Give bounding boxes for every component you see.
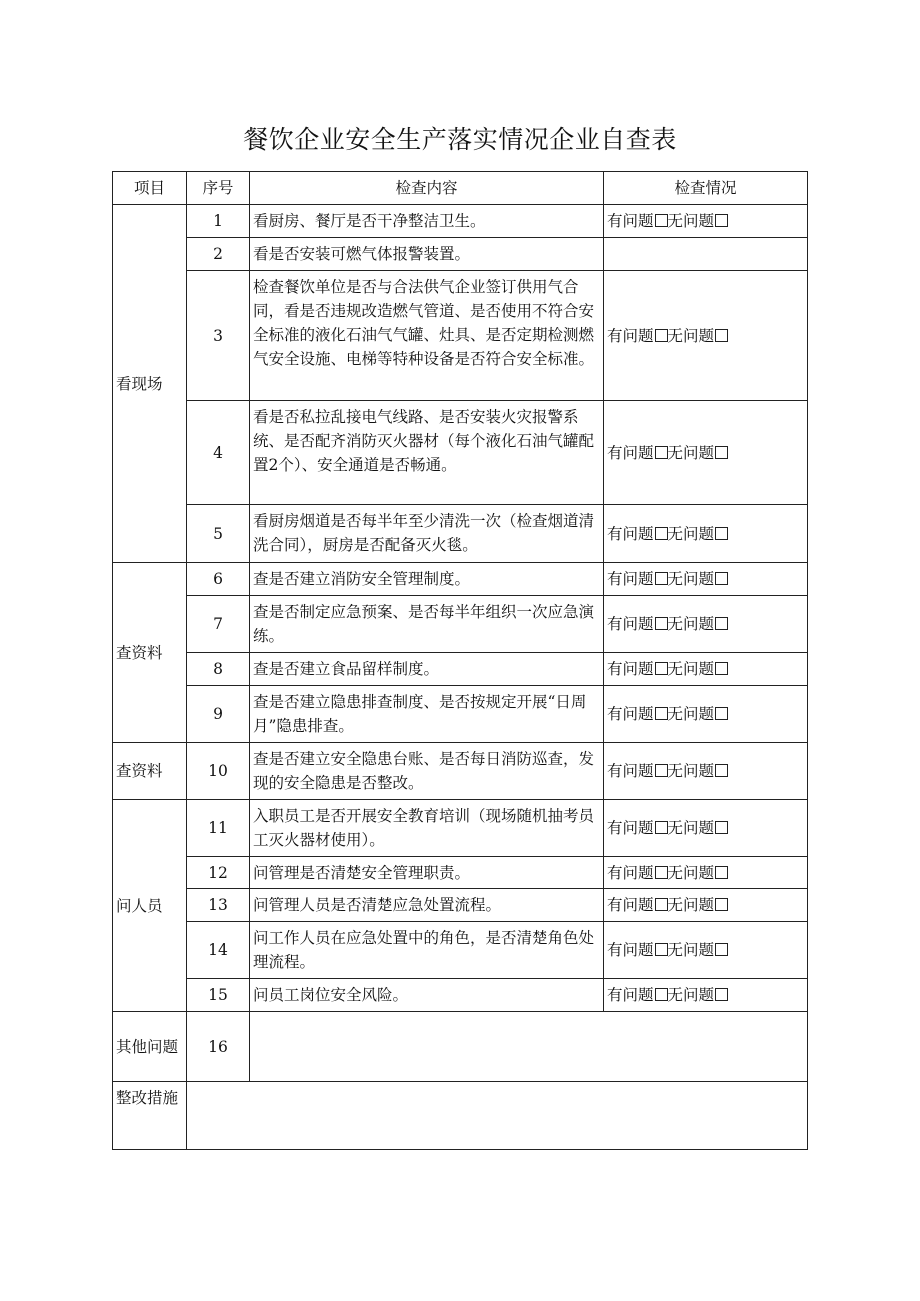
checkbox-yes[interactable] (655, 214, 668, 227)
checkbox-no[interactable] (715, 866, 728, 879)
row-content: 看厨房烟道是否每半年至少清洗一次（检查烟道清洗合同），厨房是否配备灭火毯。 (250, 505, 604, 563)
checkbox-no[interactable] (715, 446, 728, 459)
row-content: 查是否建立安全隐患台账、是否每日消防巡查，发现的安全隐患是否整改。 (250, 743, 604, 800)
row-number: 5 (187, 505, 250, 563)
option-yes[interactable]: 有问题 (607, 660, 654, 678)
row-number: 12 (187, 857, 250, 889)
status-cell[interactable] (604, 800, 808, 857)
table-row (113, 743, 808, 800)
option-no[interactable]: 无问题 (667, 762, 715, 780)
row-content: 看是否安装可燃气体报警装置。 (250, 238, 604, 271)
row-number: 8 (187, 653, 250, 686)
option-yes[interactable]: 有问题 (607, 570, 654, 588)
status-cell[interactable] (604, 686, 808, 743)
row-content: 问工作人员在应急处置中的角色，是否清楚角色处理流程。 (250, 922, 604, 979)
status-cell[interactable] (604, 271, 808, 401)
row-content: 看是否私拉乱接电气线路、是否安装火灾报警系统、是否配齐消防灭火器材（每个液化石油气罐配置2个）、安全通道是否畅通。 (250, 401, 604, 505)
table-row (113, 1012, 808, 1082)
option-no[interactable]: 无问题 (667, 819, 715, 837)
category-other: 其他问题 (113, 1012, 187, 1082)
table-row (113, 800, 808, 857)
checkbox-yes[interactable] (655, 707, 668, 720)
table-row (113, 205, 808, 238)
option-yes[interactable]: 有问题 (607, 941, 654, 959)
checkbox-no[interactable] (715, 898, 728, 911)
row-content: 查是否建立食品留样制度。 (250, 653, 604, 686)
checkbox-no[interactable] (715, 617, 728, 630)
status-cell[interactable] (604, 653, 808, 686)
status-cell-empty[interactable] (604, 238, 808, 271)
row-content: 入职员工是否开展安全教育培训（现场随机抽考员工灭火器材使用）。 (250, 800, 604, 857)
table-row (113, 505, 808, 563)
header-content: 检查内容 (250, 172, 604, 205)
table-row (113, 563, 808, 596)
row-number: 3 (187, 271, 250, 401)
category-site: 看现场 (113, 205, 187, 563)
option-yes[interactable]: 有问题 (607, 212, 654, 230)
table-row (113, 857, 808, 889)
option-no[interactable]: 无问题 (667, 896, 715, 914)
option-yes[interactable]: 有问题 (607, 864, 654, 882)
checkbox-no[interactable] (715, 988, 728, 1001)
option-no[interactable]: 无问题 (667, 986, 715, 1004)
checkbox-yes[interactable] (655, 898, 668, 911)
status-cell[interactable] (604, 563, 808, 596)
table-row (113, 238, 808, 271)
checkbox-no[interactable] (715, 214, 728, 227)
row-content: 查是否建立隐患排查制度、是否按规定开展“日周月”隐患排查。 (250, 686, 604, 743)
option-no[interactable]: 无问题 (667, 941, 715, 959)
checkbox-yes[interactable] (655, 821, 668, 834)
row-number: 15 (187, 979, 250, 1012)
table-row (113, 979, 808, 1012)
checkbox-yes[interactable] (655, 988, 668, 1001)
row-number: 7 (187, 596, 250, 653)
table-row (113, 653, 808, 686)
checkbox-yes[interactable] (655, 617, 668, 630)
checkbox-yes[interactable] (655, 527, 668, 540)
row-content: 看厨房、餐厅是否干净整洁卫生。 (250, 205, 604, 238)
status-cell[interactable] (604, 979, 808, 1012)
checkbox-yes[interactable] (655, 572, 668, 585)
option-no[interactable]: 无问题 (667, 326, 715, 345)
option-yes[interactable]: 有问题 (607, 524, 654, 543)
row-number: 13 (187, 889, 250, 922)
checkbox-no[interactable] (715, 662, 728, 675)
status-cell[interactable] (604, 505, 808, 563)
status-cell[interactable] (604, 889, 808, 922)
rectify-measures-field[interactable] (187, 1082, 808, 1150)
header-number: 序号 (187, 172, 250, 205)
option-no[interactable]: 无问题 (667, 864, 715, 882)
table-row (113, 889, 808, 922)
checkbox-yes[interactable] (655, 446, 668, 459)
option-yes[interactable]: 有问题 (607, 615, 654, 633)
row-number: 16 (187, 1012, 250, 1082)
table-row (113, 401, 808, 505)
category-rectify: 整改措施 (113, 1082, 187, 1150)
checkbox-yes[interactable] (655, 943, 668, 956)
status-cell[interactable] (604, 401, 808, 505)
page-title: 餐饮企业安全生产落实情况企业自查表 (243, 125, 677, 154)
option-yes[interactable]: 有问题 (607, 762, 654, 780)
option-yes[interactable]: 有问题 (607, 326, 654, 345)
row-number: 1 (187, 205, 250, 238)
checkbox-yes[interactable] (655, 764, 668, 777)
checkbox-no[interactable] (715, 527, 728, 540)
row-content: 查是否制定应急预案、是否每半年组织一次应急演练。 (250, 596, 604, 653)
row-content: 查是否建立消防安全管理制度。 (250, 563, 604, 596)
checkbox-no[interactable] (715, 764, 728, 777)
row-number: 2 (187, 238, 250, 271)
row-content: 问员工岗位安全风险。 (250, 979, 604, 1012)
status-cell[interactable] (604, 857, 808, 889)
option-yes[interactable]: 有问题 (607, 819, 654, 837)
row-content: 检查餐饮单位是否与合法供气企业签订供用气合同，看是否违规改造燃气管道、是否使用不符合安全标准的液化石油气气罐、灶具、是否定期检测燃气安全设施、电梯等特种设备是否符合安全标准。 (250, 271, 604, 401)
inspection-table (112, 171, 808, 1150)
table-row (113, 596, 808, 653)
status-cell[interactable] (604, 922, 808, 979)
checkbox-no[interactable] (715, 329, 728, 342)
table-row (113, 922, 808, 979)
checkbox-no[interactable] (715, 821, 728, 834)
row-number: 11 (187, 800, 250, 857)
checkbox-yes[interactable] (655, 662, 668, 675)
table-row (113, 271, 808, 401)
option-yes[interactable]: 有问题 (607, 986, 654, 1004)
option-no[interactable]: 无问题 (667, 660, 715, 678)
checkbox-yes[interactable] (655, 329, 668, 342)
option-no[interactable]: 无问题 (667, 212, 715, 230)
category-staff: 问人员 (113, 800, 187, 1012)
header-category: 项目 (113, 172, 187, 205)
option-yes[interactable]: 有问题 (607, 705, 654, 723)
category-docs-2: 查资料 (113, 743, 187, 800)
option-no[interactable]: 无问题 (667, 570, 715, 588)
table-row (113, 1082, 808, 1150)
option-yes[interactable]: 有问题 (607, 896, 654, 914)
row-number: 10 (187, 743, 250, 800)
status-cell[interactable] (604, 205, 808, 238)
row-content: 问管理是否清楚安全管理职责。 (250, 857, 604, 889)
row-number: 4 (187, 401, 250, 505)
option-no[interactable]: 无问题 (667, 705, 715, 723)
table-row (113, 686, 808, 743)
row-number: 9 (187, 686, 250, 743)
option-no[interactable]: 无问题 (667, 615, 715, 633)
header-status: 检查情况 (604, 172, 808, 205)
option-yes[interactable]: 有问题 (607, 443, 654, 462)
row-number: 6 (187, 563, 250, 596)
status-cell[interactable] (604, 743, 808, 800)
checkbox-no[interactable] (715, 707, 728, 720)
checkbox-no[interactable] (715, 572, 728, 585)
checkbox-no[interactable] (715, 943, 728, 956)
option-no[interactable]: 无问题 (667, 524, 715, 543)
row-number: 14 (187, 922, 250, 979)
status-cell[interactable] (604, 596, 808, 653)
row-content: 问管理人员是否清楚应急处置流程。 (250, 889, 604, 922)
checkbox-yes[interactable] (655, 866, 668, 879)
category-docs: 查资料 (113, 563, 187, 743)
other-issues-field[interactable] (250, 1012, 808, 1082)
header-row (113, 172, 808, 205)
option-no[interactable]: 无问题 (667, 443, 715, 462)
